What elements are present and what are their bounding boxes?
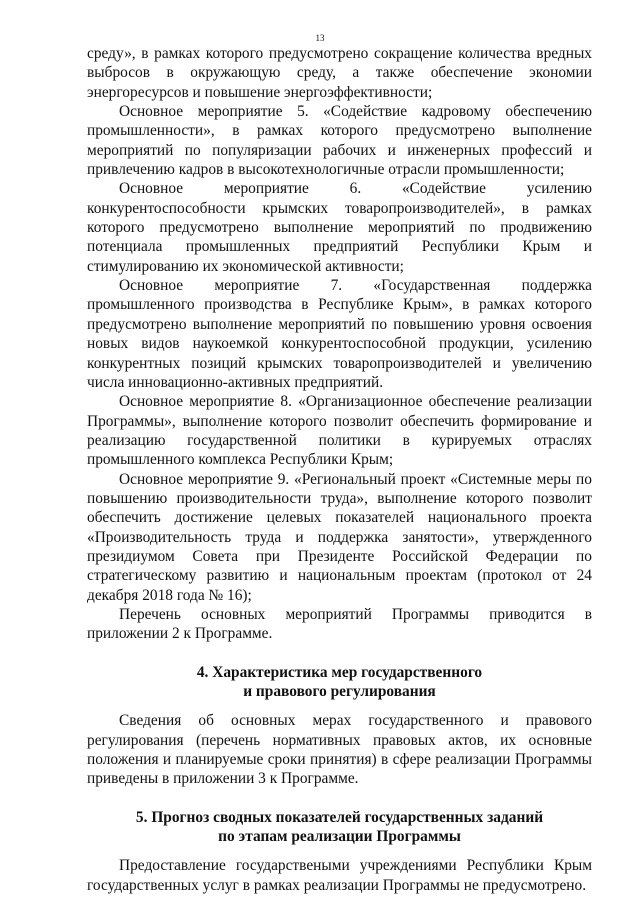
- section-4-heading-line-2: и правового регулирования: [243, 683, 436, 700]
- section-5-heading-line-1: 5. Прогноз сводных показателей государственных заданий: [135, 808, 544, 826]
- page-number: 13: [315, 33, 325, 43]
- section-4-paragraph: Сведения об основных мерах государственного и правового регулирования (перечень нормативных правовых актов, их основные положения и планируемые сроки принятия) в сфере реализации Программы приведены в приложении 3 к Программе.: [87, 712, 592, 788]
- paragraph-measure-8: Основное мероприятие 8. «Организационное обеспечение реализации Программы», выполнение которого позволит обеспечить формирование и реализацию государственной политики в курируемых отраслях промышленного комплекса Республики Крым;: [87, 393, 592, 469]
- section-5-paragraph: Предоставление государствеными учреждениями Республики Крым государственных услуг в рамках реализации Программы не предусмотрено.: [87, 857, 592, 894]
- paragraph-continuation: среду», в рамках которого предусмотрено сокращение количества вредных выбросов в окружающую среду, а также обеспечение экономии энергоресурсов и повышение энергоэффективности;: [87, 45, 592, 101]
- paragraph-measure-6: Основное мероприятие 6. «Содействие усилению конкурентоспособности крымских товаропроизводителей», в рамках которого предусмотрено выполнение мероприятий по продвижению потенциала промышленных предприятий Республики Крым и стимулированию их экономической активности;: [87, 180, 592, 275]
- paragraph-measure-5: Основное мероприятие 5. «Содействие кадровому обеспечению промышленности», в рамках которого предусмотрено выполнение мероприятий по популяризации рабочих и инженерных профессий и привлечению кадров в высокотехнологичные отрасли промышленности;: [87, 103, 592, 179]
- paragraph-measure-7: Основное мероприятие 7. «Государственная поддержка промышленного производства в Республике Крым», в рамках которого предусмотрено выполнение мероприятий по повышению уровня освоения новых видов наукоемкой конкурентоспособной продукции, усилению конкурентных позиций крымских товаропроизводителей и увеличению числа инновационно-активных предприятий.: [87, 277, 592, 391]
- section-5-heading: [87, 808, 592, 847]
- section-4-heading-line-1: 4. Характеристика мер государственного: [196, 663, 483, 681]
- paragraph-measures-list: Перечень основных мероприятий Программы приводится в приложении 2 к Программе.: [87, 605, 592, 643]
- document-body: [87, 44, 592, 895]
- paragraph-measure-9: Основное мероприятие 9. «Региональный проект «Системные меры по повышению производительности труда», выполнение которого позволит обеспечить достижение целевых показателей национального проекта «Производительность труда и поддержка занятости», утвержденного президиумом Совета при Президенте Российской Федерации по стратегическому развитию и национальным проектам (протокол от 24 декабря 2018 года № 16);: [87, 470, 592, 604]
- section-5-heading-line-2: по этапам реализации Программы: [218, 828, 461, 846]
- section-4-heading: [87, 663, 592, 702]
